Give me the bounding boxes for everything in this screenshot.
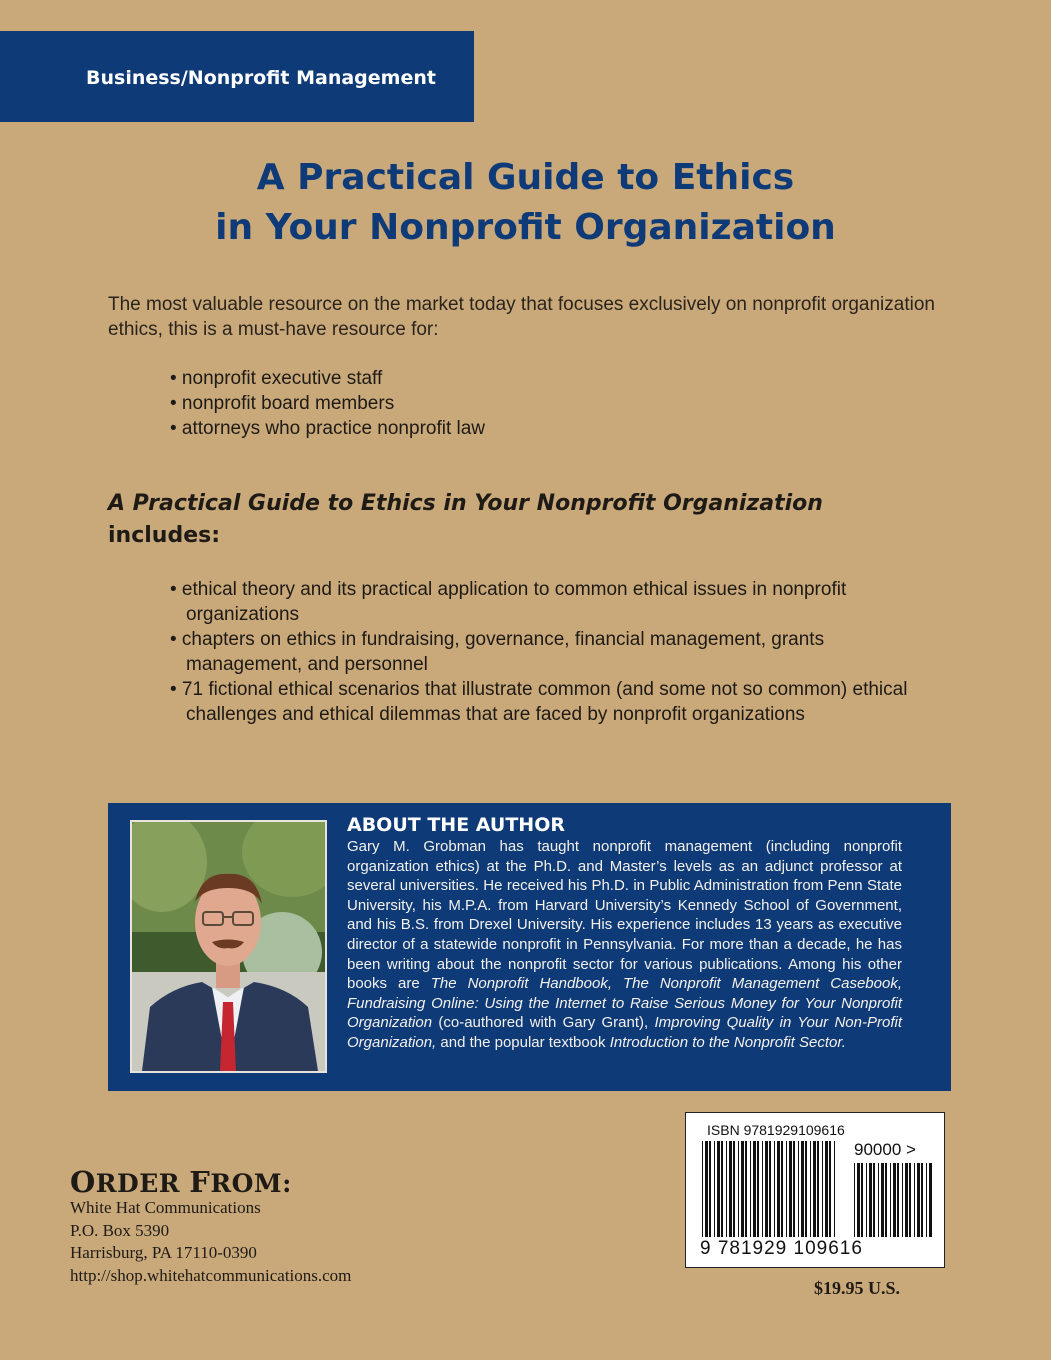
book-titles: Improving Quality in Your Non-Profit Organization, <box>347 1014 902 1051</box>
barcode-bar <box>905 1163 908 1237</box>
barcode-bar <box>829 1141 831 1237</box>
includes-item-line: • chapters on ethics in fundraising, governance, financial management, grants <box>170 629 825 650</box>
includes-heading <box>108 488 1008 552</box>
barcode-bar <box>774 1141 775 1237</box>
audience-item: • attorneys who practice nonprofit law <box>170 418 486 439</box>
barcode-bar <box>902 1163 903 1237</box>
audience-list <box>170 366 485 441</box>
barcode-bar <box>762 1141 763 1237</box>
barcode-bar <box>897 1163 899 1237</box>
barcode-bar <box>714 1141 715 1237</box>
intro-paragraph: The most valuable resource on the market today that focuses exclusively on nonprofit organization ethics, this is a must-have resource for: <box>108 294 935 340</box>
barcode-bar <box>753 1141 756 1237</box>
order-heading-part: ROM: <box>210 1169 292 1198</box>
address-line: Harrisburg, PA 17110-0390 <box>70 1243 257 1262</box>
publisher-address <box>70 1197 351 1287</box>
barcode-bar <box>929 1163 932 1237</box>
order-from-heading <box>70 1165 292 1199</box>
bio-text: and the popular textbook <box>436 1033 610 1051</box>
barcode-bar <box>805 1141 807 1237</box>
barcode-bar <box>709 1141 711 1237</box>
author-photo <box>130 820 327 1073</box>
barcode-bar <box>741 1141 744 1237</box>
barcode-bar <box>750 1141 751 1237</box>
category-banner <box>0 31 474 122</box>
includes-suffix: includes: <box>108 523 221 548</box>
barcode-bar <box>822 1141 823 1237</box>
category-label: Business/Nonprofit Management <box>86 67 436 89</box>
barcode-bar <box>726 1141 727 1237</box>
barcode-bar <box>813 1141 816 1237</box>
title-line-1: A Practical Guide to Ethics <box>256 157 795 198</box>
includes-item <box>170 627 960 677</box>
barcode-bar <box>921 1163 923 1237</box>
page-title <box>0 153 1051 253</box>
barcode-bar <box>866 1163 867 1237</box>
barcode-bar <box>857 1163 860 1237</box>
ean-digits: 9 781929 109616 <box>700 1238 863 1259</box>
book-titles: The Nonprofit Handbook, The Nonprofit Management Casebook, Fundraising Online: Using the Internet to Raise Serious Money for Your Nonprofit Organization <box>347 975 902 1032</box>
order-heading-part: RDER <box>95 1169 190 1198</box>
barcode-bar <box>789 1141 792 1237</box>
audience-item: • nonprofit board members <box>170 393 395 414</box>
includes-item-line: • 71 fictional ethical scenarios that illustrate common (and some not so common) ethical <box>170 679 908 700</box>
includes-item-line: • ethical theory and its practical application to common ethical issues in nonprofit <box>170 579 847 600</box>
includes-item-line: challenges and ethical dilemmas that are faced by nonprofit organizations <box>186 704 805 725</box>
includes-book-title: A Practical Guide to Ethics in Your Nonprofit Organization <box>108 491 823 516</box>
bio-text: Gary M. Grobman has taught nonprofit management (including nonprofit organization ethics) at the Ph.D. and Master’s levels as an adjunct professor at several universities. He received his Ph.D. in Public Administration from Penn State University, his M.P.A. from Harvard University’s Kennedy School of Government, and his B.S. from Drexel University. His experience includes 13 years as executive director of a statewide nonprofit in Pennsylvania. For more than a decade, he has been writing about the nonprofit sector for various publications. Among his other books are <box>347 838 902 993</box>
barcode-bar <box>745 1141 747 1237</box>
barcode-bar <box>825 1141 828 1237</box>
barcode-bar <box>854 1163 855 1237</box>
barcode-bar <box>729 1141 732 1237</box>
price-code: 90000 > <box>854 1140 916 1159</box>
barcode-bar <box>721 1141 723 1237</box>
author-portrait-icon <box>132 822 325 1071</box>
title-line-2: in Your Nonprofit Organization <box>215 207 836 248</box>
barcode-bar <box>801 1141 804 1237</box>
barcode-bar <box>757 1141 759 1237</box>
barcode-bar <box>717 1141 720 1237</box>
publisher-url: http://shop.whitehatcommunications.com <box>70 1265 352 1285</box>
barcode-bar <box>869 1163 872 1237</box>
barcode-bar <box>881 1163 884 1237</box>
address-line: P.O. Box 5390 <box>70 1220 170 1240</box>
barcode-bar <box>781 1141 783 1237</box>
includes-item <box>170 677 960 727</box>
barcode-bar <box>738 1141 739 1237</box>
includes-item-line: organizations <box>186 604 300 625</box>
barcode-bar <box>702 1141 703 1237</box>
book-titles: Introduction to the Nonprofit Sector. <box>609 1033 846 1051</box>
barcode-bar <box>861 1163 863 1237</box>
barcode-bar <box>873 1163 875 1237</box>
barcode-bar <box>914 1163 915 1237</box>
barcode-bar <box>810 1141 811 1237</box>
order-heading-part: F <box>189 1165 211 1199</box>
barcode-bar <box>834 1141 835 1237</box>
barcode-bar <box>817 1141 819 1237</box>
includes-list <box>170 577 960 727</box>
barcode-bar <box>733 1141 735 1237</box>
barcode-bar <box>798 1141 799 1237</box>
author-bio <box>347 837 902 1053</box>
isbn-label: ISBN 9781929109616 <box>707 1122 845 1138</box>
barcode-bar <box>793 1141 795 1237</box>
barcode-bar <box>890 1163 891 1237</box>
isbn-barcode <box>685 1112 945 1268</box>
about-author-panel <box>108 803 951 1091</box>
barcode-bar <box>705 1141 708 1237</box>
price-label: $19.95 U.S. <box>814 1278 901 1298</box>
barcode-bar <box>885 1163 887 1237</box>
barcode-bar <box>917 1163 920 1237</box>
barcode-bar <box>765 1141 768 1237</box>
audience-item: • nonprofit executive staff <box>170 368 383 389</box>
order-heading-part: O <box>70 1165 96 1199</box>
barcode-bar <box>878 1163 879 1237</box>
about-author-heading: ABOUT THE AUTHOR <box>347 814 565 836</box>
includes-item <box>170 577 960 627</box>
address-line: White Hat Communications <box>70 1198 261 1217</box>
barcode-bar <box>769 1141 771 1237</box>
barcode-bar <box>893 1163 896 1237</box>
bio-text: (co-authored with Gary Grant), <box>432 1014 655 1032</box>
barcode-bar <box>786 1141 787 1237</box>
barcode-bar <box>926 1163 927 1237</box>
barcode-bar <box>777 1141 780 1237</box>
barcode-bar <box>909 1163 911 1237</box>
includes-item-line: management, and personnel <box>186 654 428 675</box>
